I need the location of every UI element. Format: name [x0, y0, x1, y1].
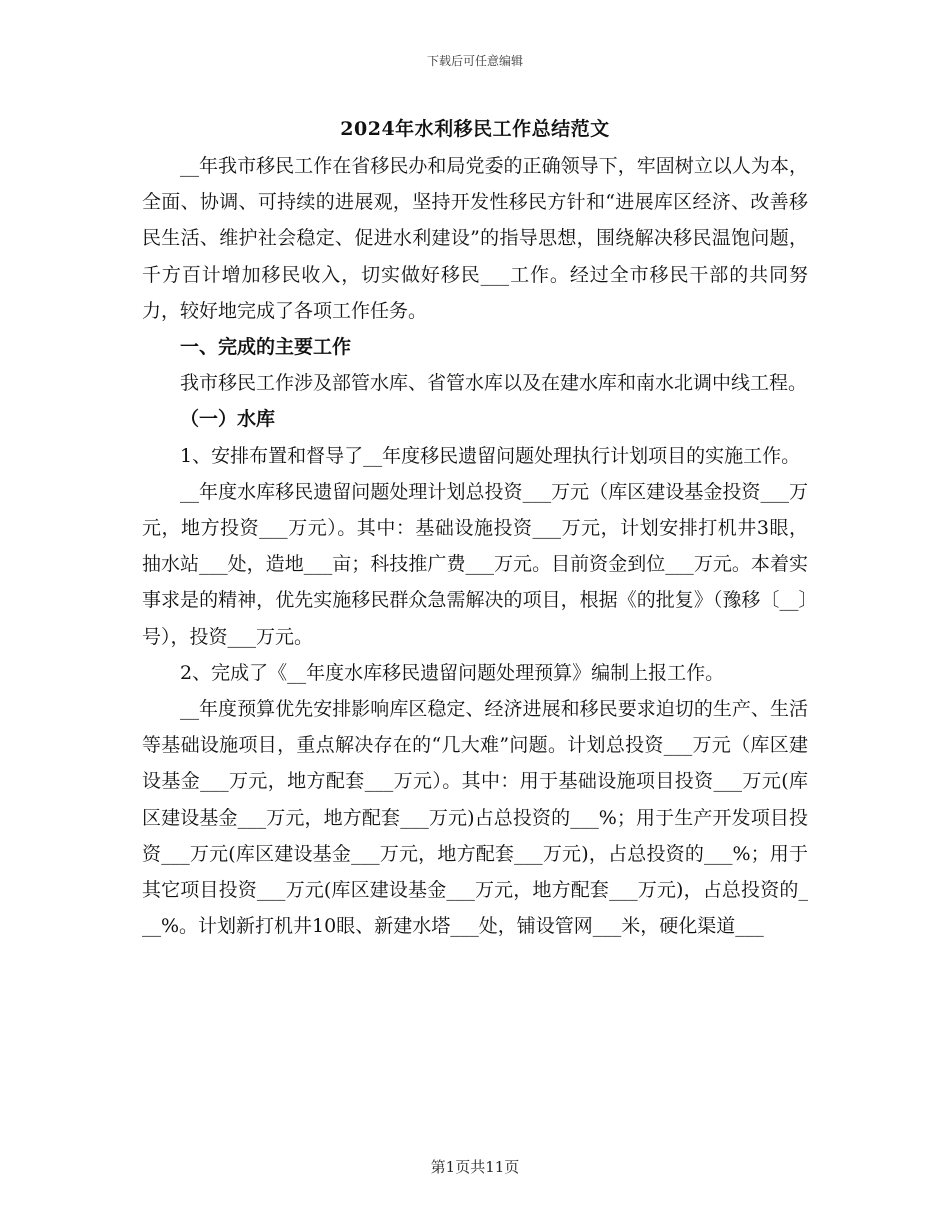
subsection-heading-reservoir: （一）水库 — [180, 408, 276, 431]
page-footer: 第1页共11页 — [430, 1158, 520, 1176]
section-heading-main-work: 一、完成的主要工作 — [180, 336, 352, 359]
paragraph-intro: __年我市移民工作在省移民办和局党委的正确领导下，牢固树立以人为本，全面、协调、可持续的进展观，坚持开发性移民方针和“进展库区经济、改善移民生活、维护社会稳定、促进水利建设”的指导思想，围绕解决移民温饱问题，千方百计增加移民收入，切实做好移民___工作。经过全市移民干部的共同努力，较好地完成了各项工作任务。 — [142, 155, 808, 322]
paragraph-scope: 我市移民工作涉及部管水库、省管水库以及在建水库和南水北调中线工程。 — [180, 372, 808, 395]
header-note: 下载后可任意编辑 — [426, 54, 523, 68]
document-body — [142, 148, 808, 944]
document-title: 2024年水利移民工作总结范文 — [340, 118, 610, 140]
paragraph-item-2-detail: __年度预算优先安排影响库区稳定、经济进展和移民要求迫切的生产、生活等基础设施项目，重点解决存在的“几大难”问题。计划总投资___万元（库区建设基金___万元，地方配套___万元）。其中：用于基础设施项目投资___万元(库区建设基金___万元，地方配套___万元)占总投资的___%；用于生产开发项目投资___万元(库区建设基金___万元，地方配套___万元)，占总投资的___%；用于其它项目投资___万元(库区建设基金___万元，地方配套___万元)，占总投资的___%。计划新打机井10眼、新建水塔___处，铺设管网___米，硬化渠道___ — [142, 698, 808, 938]
paragraph-item-2: 2、完成了《__年度水库移民遗留问题处理预算》编制上报工作。 — [180, 661, 725, 684]
paragraph-item-1: 1、安排布置和督导了__年度移民遗留问题处理执行计划项目的实施工作。 — [180, 444, 801, 467]
paragraph-item-1-detail: __年度水库移民遗留问题处理计划总投资___万元（库区建设基金投资___万元，地方投资___万元）。其中：基础设施投资___万元，计划安排打机井3眼，抽水站___处，造地___亩；科技推广费___万元。目前资金到位___万元。本着实事求是的精神，优先实施移民群众急需解决的项目，根据《的批复》（豫移〔__〕号），投资___万元。 — [142, 480, 808, 648]
